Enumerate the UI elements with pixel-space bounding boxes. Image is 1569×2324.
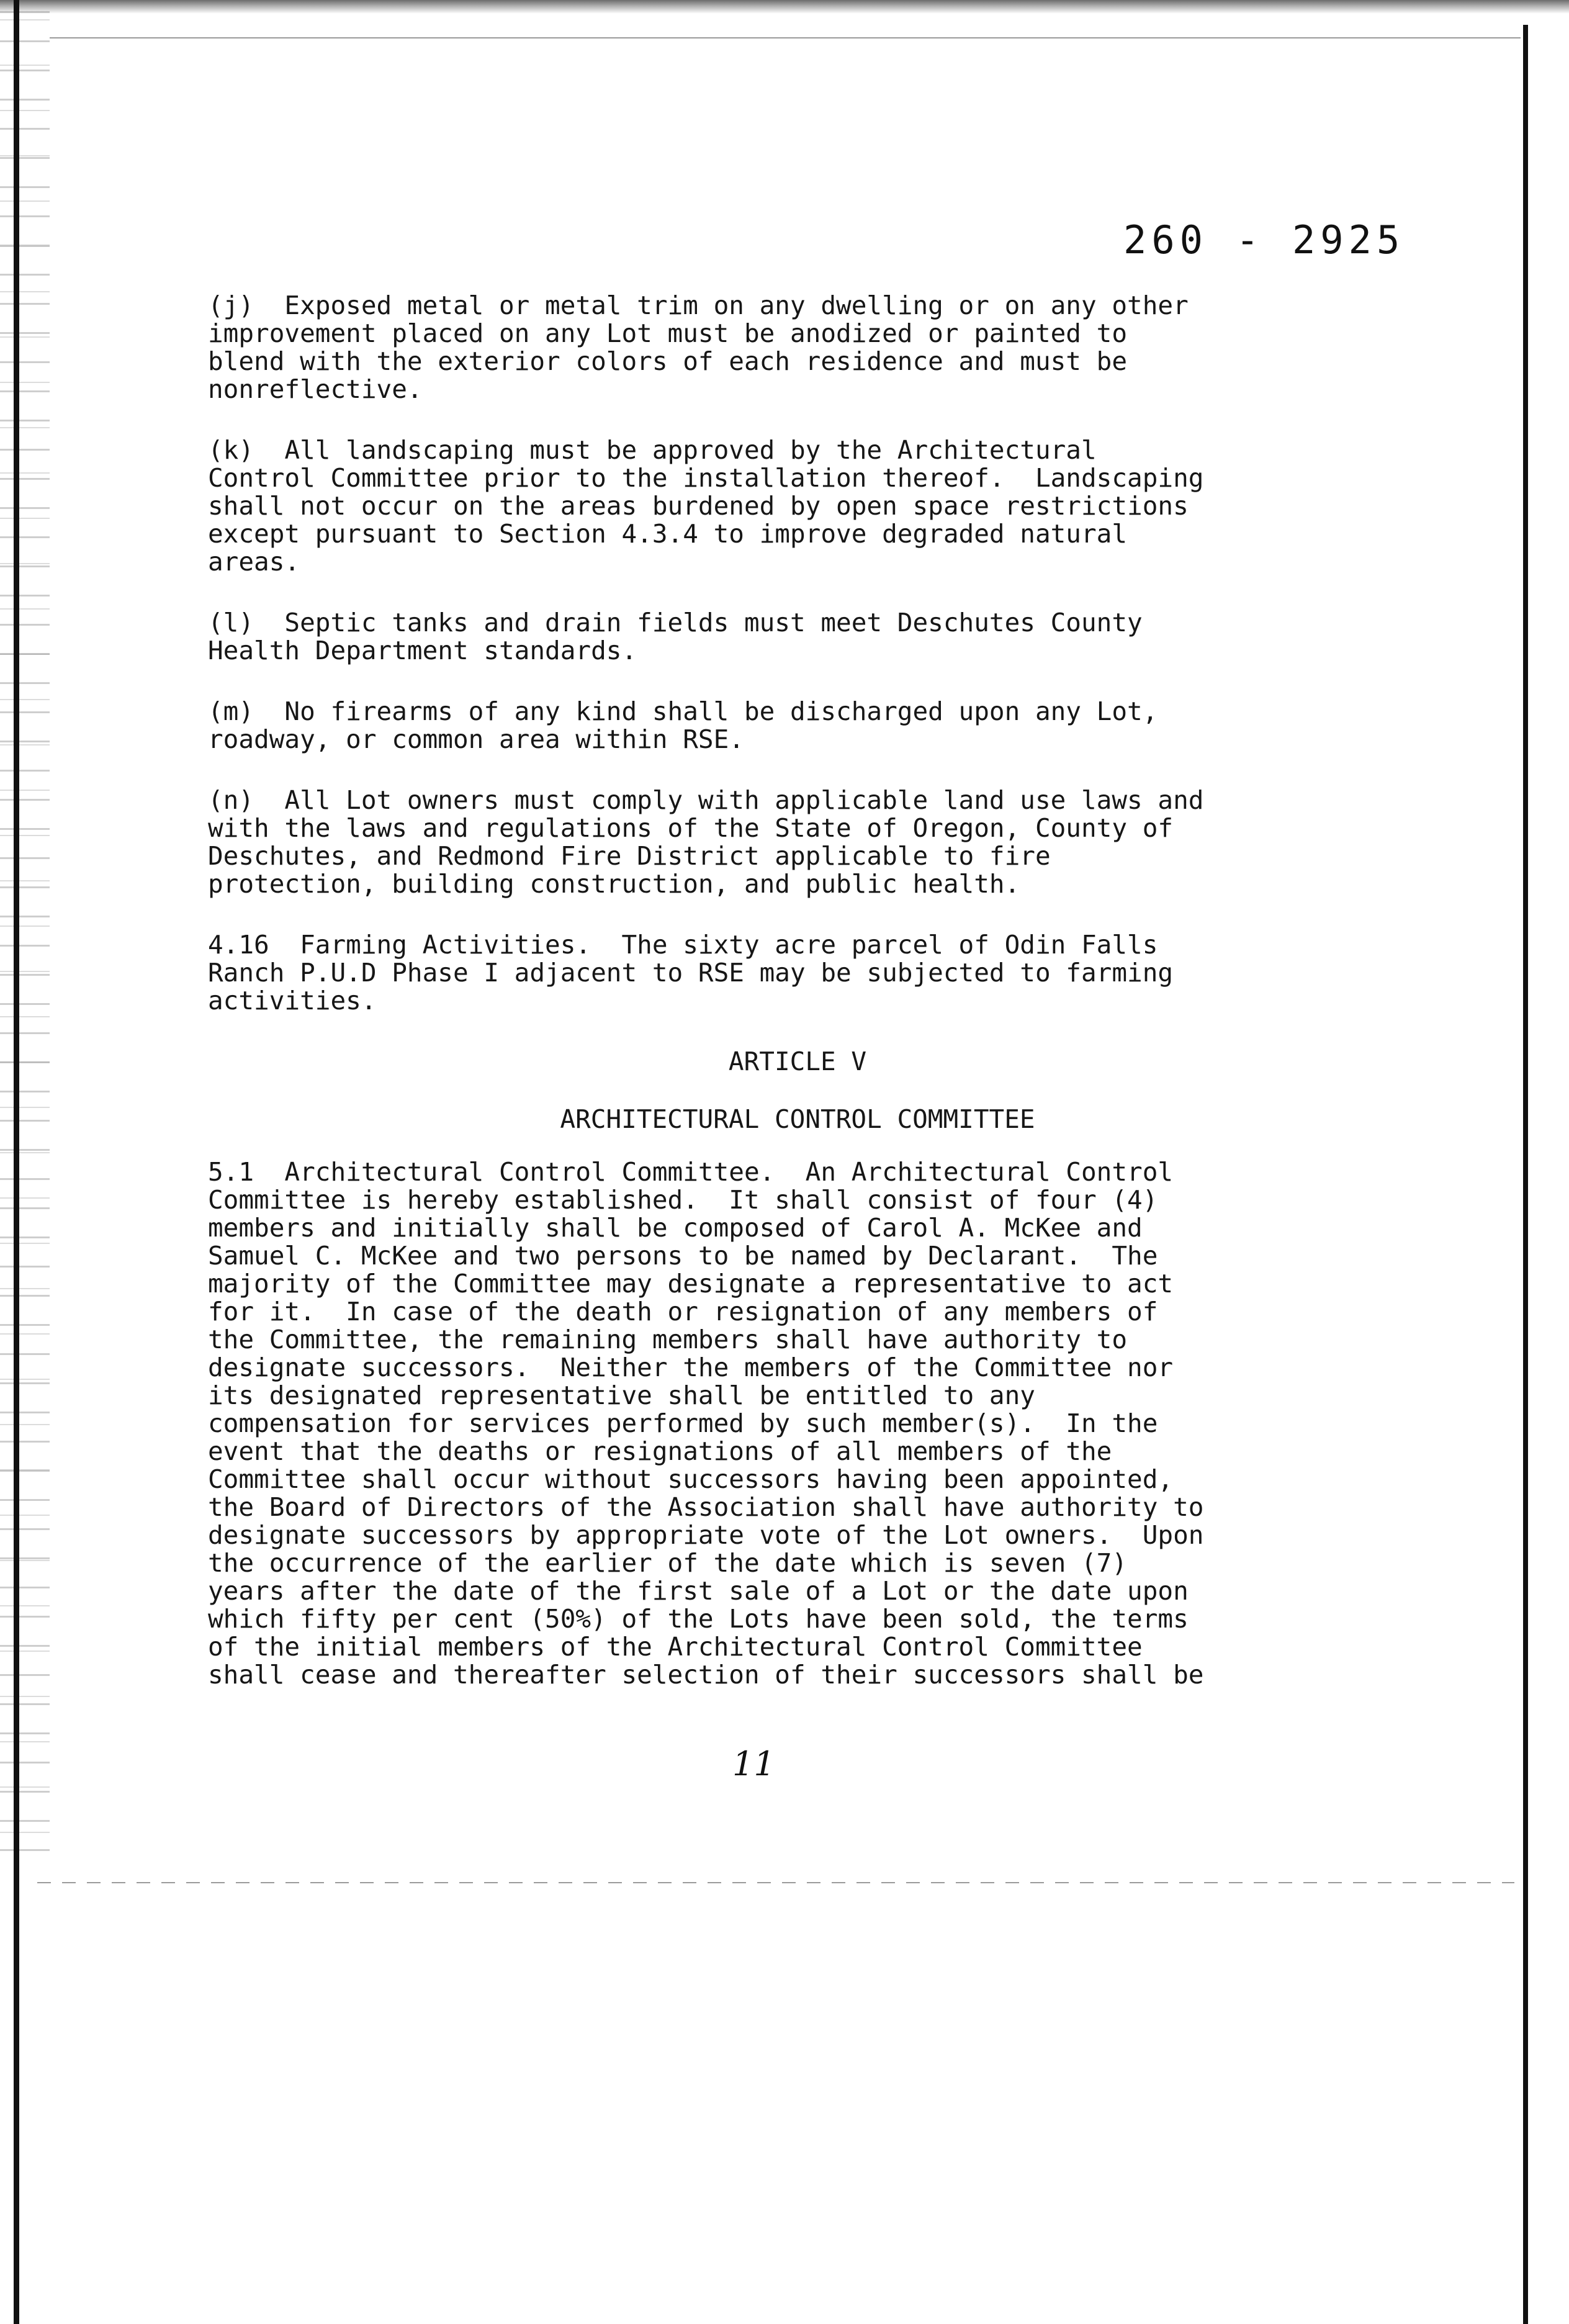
paragraph-l: (l) Septic tanks and drain fields must meet Deschutes County Health Department standards. xyxy=(208,608,1143,665)
scan-speckle xyxy=(0,0,50,1862)
paragraph-n: (n) All Lot owners must comply with applicable land use laws and with the laws and regulations of the State of Oregon, County of Deschutes, and Redmond Fire District applicable to fire protection, building construction, and public health. xyxy=(208,785,1204,899)
article-heading: ARTICLE V xyxy=(728,1047,867,1076)
paragraph-j: (j) Exposed metal or metal trim on any dwelling or on any other improvement placed on any Lot must be anodized or painted to blend with the exterior colors of each residence and must be nonreflective. xyxy=(208,290,1189,404)
page-number: 11 xyxy=(732,1744,775,1783)
scan-top-line xyxy=(50,37,1521,38)
paragraph-k: (k) All landscaping must be approved by the Architectural Control Committee prior to the installation thereof. Landscaping shall not occur on the areas burdened by open space restrictions except pursuant to Section 4.3.4 to improve degraded natural areas. xyxy=(208,435,1204,577)
scan-bottom-dash xyxy=(37,1882,1514,1883)
paragraph-4-16: 4.16 Farming Activities. The sixty acre parcel of Odin Falls Ranch P.U.D Phase I adjacent to RSE may be subjected to farming activities. xyxy=(208,930,1174,1016)
document-number: 260 - 2925 xyxy=(1123,217,1405,263)
paragraph-5-1: 5.1 Architectural Control Committee. An Architectural Control Committee is hereby established. It shall consist of four (4) members and initially shall be composed of Carol A. McKee and Samuel C. McKee and two persons to be named by Declarant. The majority of the Committee may designate a representative to act for it. In case of the death or resignation of any members of the Committee, the remaining members shall have authority to designate successors. Neither the members of the Committee nor its designated representative shall be entitled to any compensation for services performed by such member(s). In the event that the deaths or resignations of all members of the Committee shall occur without successors having been appointed, the Board of Directors of the Association shall have authority to designate successors by appropriate vote of the Lot owners. Upon the occurrence of the earlier of the date which is seven (7) years after the date of the first sale of a Lot or the date upon which fifty per cent (50%) of the Lots have been sold, the terms of the initial members of the Architectural Control Committee shall cease and thereafter selection of their successors shall be xyxy=(208,1157,1204,1690)
scan-right-edge xyxy=(1523,25,1528,2324)
scan-top-edge xyxy=(0,0,1569,14)
paragraph-m: (m) No firearms of any kind shall be discharged upon any Lot, roadway, or common area within RSE. xyxy=(208,696,1158,754)
section-heading: ARCHITECTURAL CONTROL COMMITTEE xyxy=(560,1104,1035,1134)
scan-left-edge xyxy=(14,0,19,2324)
document-body xyxy=(208,292,1387,1722)
